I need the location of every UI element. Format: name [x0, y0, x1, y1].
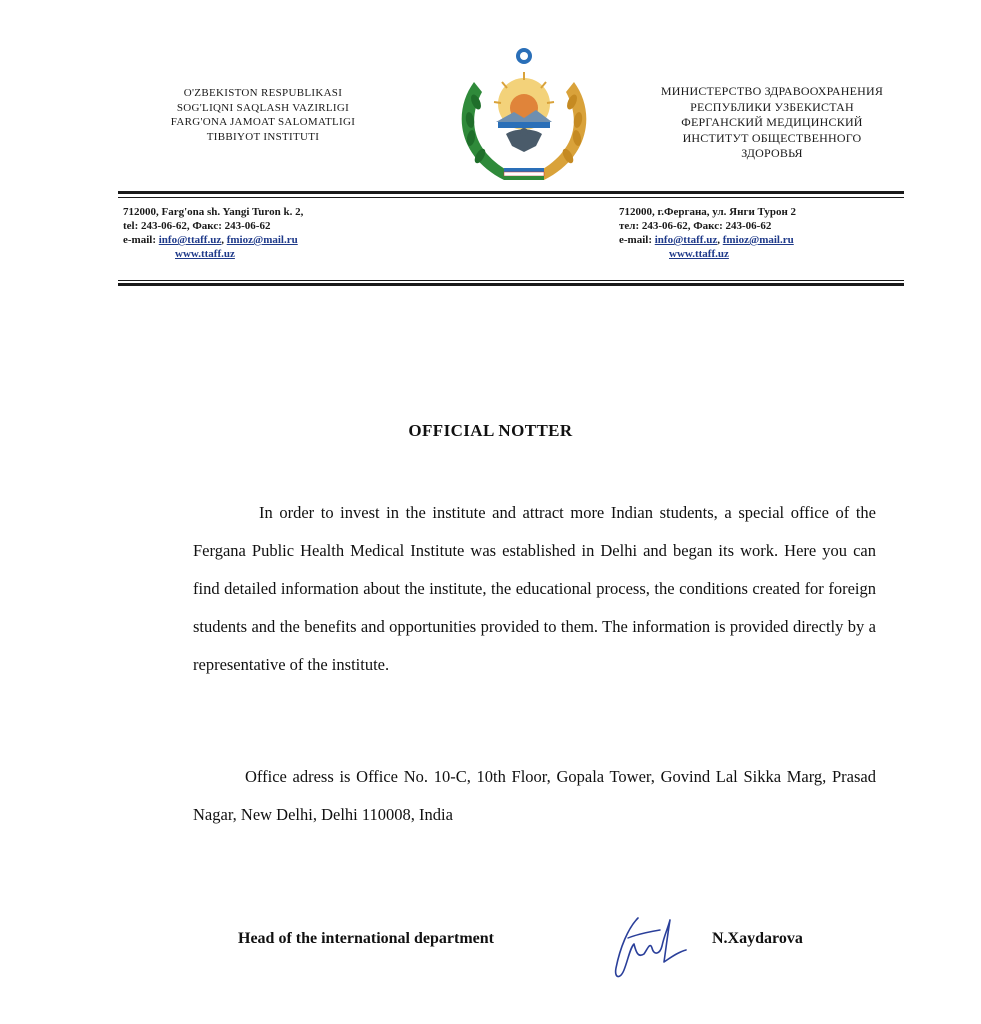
website-link[interactable]: www.ttaff.uz	[669, 248, 729, 260]
email-separator: ,	[221, 234, 227, 246]
state-emblem-icon	[444, 42, 604, 192]
contact-phone: тел: 243-06-62, Факс: 243-06-62	[619, 220, 772, 232]
header-right-line: ИНСТИТУТ ОБЩЕСТВЕННОГО	[682, 130, 862, 145]
website-row	[123, 247, 303, 261]
header-right-line: МИНИСТЕРСТВО ЗДРАВООХРАНЕНИЯ	[660, 84, 884, 98]
office-address-paragraph	[193, 758, 876, 834]
website-link[interactable]: www.ttaff.uz	[175, 248, 235, 260]
paragraph-text: In order to invest in the institute and attract more Indian students, a special office of the Fergana Public Health Medical Institute was established in Delhi and began its work. Here you can find detailed information about the institute, the educational process, the conditions created for foreign students and the benefits and opportunities provided to them. The information is provided directly by a representative of the institute.	[193, 503, 876, 674]
website-row	[619, 247, 796, 261]
header-right-line: РЕСПУБЛИКИ УЗБЕКИСТАН	[690, 99, 854, 114]
contact-divider-thin	[118, 280, 904, 281]
contact-email-row	[123, 233, 303, 247]
header-divider-top	[118, 191, 904, 194]
header-right-line: ФЕРГАНСКИЙ МЕДИЦИНСКИЙ	[681, 115, 863, 129]
header-right-russian	[622, 84, 922, 162]
header-right-line: ЗДОРОВЬЯ	[741, 146, 803, 160]
contact-address: 712000, Farg'ona sh. Yangi Turon k. 2,	[123, 206, 304, 218]
header-left-line: SOG'LIQNI SAQLASH VAZIRLIGI	[176, 101, 350, 114]
contact-block-left	[123, 205, 303, 261]
address-text: Office No. 10-C, 10th Floor, Gopala Tower, Govind Lal Sikka Marg, Prasad Nagar, New Delhi, Delhi 110008, India	[193, 767, 876, 824]
header-left-uzbek	[118, 86, 408, 144]
email-separator: ,	[717, 234, 723, 246]
email-label: e-mail:	[619, 234, 655, 246]
header-left-line: O'ZBEKISTON RESPUBLIKASI	[183, 87, 343, 99]
email-link-1[interactable]: info@ttaff.uz	[654, 234, 718, 246]
email-link-2[interactable]: fmioz@mail.ru	[722, 234, 794, 246]
email-link-1[interactable]: info@ttaff.uz	[158, 234, 222, 246]
email-link-2[interactable]: fmioz@mail.ru	[226, 234, 298, 246]
contact-phone: tel: 243-06-62, Факс: 243-06-62	[123, 220, 271, 232]
header-divider-top-thin	[118, 197, 904, 198]
contact-email-row	[619, 233, 796, 247]
contact-block-right	[619, 205, 796, 261]
address-label: Office adress is	[245, 767, 357, 786]
header-left-line: TIBBIYOT INSTITUTI	[206, 130, 320, 143]
email-label: e-mail:	[123, 234, 159, 246]
handwritten-signature-icon	[598, 908, 698, 988]
header-left-line: FARG'ONA JAMOAT SALOMATLIGI	[170, 116, 356, 128]
contact-divider-bottom	[118, 283, 904, 286]
document-title: OFFICIAL NOTTER	[408, 421, 573, 440]
contact-address: 712000, г.Фергана, ул. Янги Турон 2	[619, 206, 797, 218]
body-paragraph	[193, 494, 876, 684]
signatory-name: N.Xaydarova	[712, 930, 803, 947]
signatory-role: Head of the international department	[238, 930, 494, 947]
